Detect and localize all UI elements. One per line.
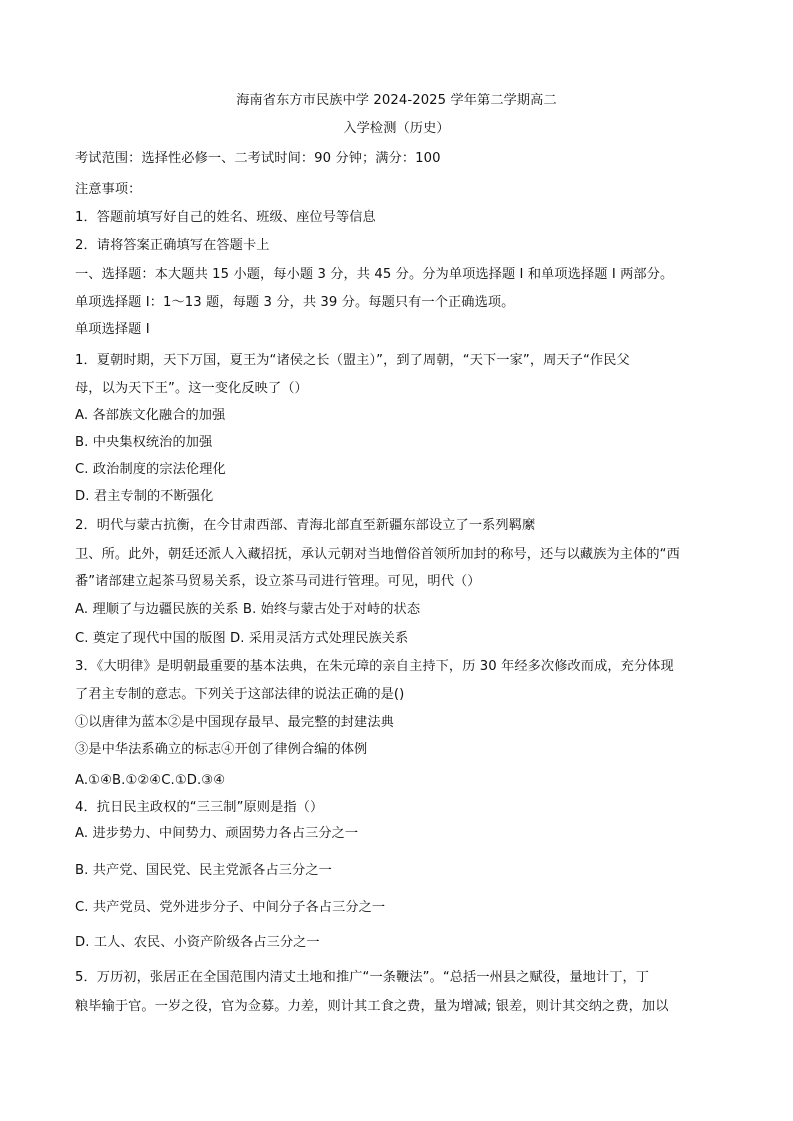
question-1-option-c: C. 政治制度的宗法伦理化 <box>75 462 226 477</box>
question-1-option-b: B. 中央集权统治的加强 <box>75 435 213 450</box>
question-1-option-d: D. 君主专制的不断强化 <box>75 489 214 504</box>
exam-subtitle: 入学检测（历史） <box>343 121 450 136</box>
question-3-statements-line-1: ①以唐律为蓝本②是中国现存最早、最完整的封建法典 <box>75 715 394 730</box>
part-label: 单项选择题 I <box>75 322 150 337</box>
question-2-stem-line-1: 2．明代与蒙古抗衡，在今甘肃西部、青海北部直至新疆东部设立了一系列羁縻 <box>75 518 536 533</box>
section-intro: 一、选择题：本大题共 15 小题，每小题 3 分，共 45 分。分为单项选择题 I 和单项选择题 I 两部分。 <box>75 267 674 282</box>
exam-title: 海南省东方市民族中学 2024-2025 学年第二学期高二 <box>236 93 557 108</box>
question-2-stem-line-3: 番”诸部建立起茶马贸易关系，设立茶马司进行管理。可见，明代（） <box>75 574 481 589</box>
question-1-stem-line-2: 母，以为天下王”。这一变化反映了（） <box>75 381 308 396</box>
notes-heading: 注意事项： <box>75 182 142 197</box>
question-1-stem-line-1: 1．夏朝时期，天下万国，夏王为“诸侯之长（盟主）”，到了周朝，“天下一家”，周天子“作民父 <box>75 353 630 368</box>
question-3-stem-line-1: 3．《大明律》是明朝最重要的基本法典，在朱元璋的亲自主持下，历 30 年经多次修改而成，充分体现 <box>75 659 674 674</box>
question-3-stem-line-2: 了君主专制的意志。下列关于这部法律的说法正确的是() <box>75 687 405 702</box>
question-4-stem: 4．抗日民主政权的“三三制”原则是指（） <box>75 800 324 815</box>
question-5-stem-line-2: 粮毕输于官。一岁之役，官为佥募。力差，则计其工食之费，量为增减; 银差，则计其交纳之费，加以 <box>75 999 669 1014</box>
question-5-stem-line-1: 5．万历初，张居正在全国范围内清丈土地和推广“一条鞭法”。“总括一州县之赋役，量地计丁，丁 <box>75 970 650 985</box>
question-2-options-line-2: C. 奠定了现代中国的版图 D. 采用灵活方式处理民族关系 <box>75 631 409 646</box>
question-4-option-c: C. 共产党员、党外进步分子、中间分子各占三分之一 <box>75 900 386 915</box>
question-2-options-line-1: A. 理顺了与边疆民族的关系 B. 始终与蒙古处于对峙的状态 <box>75 602 421 617</box>
note-item-2: 2．请将答案正确填写在答题卡上 <box>75 238 270 253</box>
section-subintro: 单项选择题 I：1～13 题，每题 3 分，共 39 分。每题只有一个正确选项。 <box>75 295 515 310</box>
exam-info: 考试范围：选择性必修一、二考试时间：90 分钟；满分：100 <box>75 151 441 166</box>
note-item-1: 1．答题前填写好自己的姓名、班级、座位号等信息 <box>75 210 376 225</box>
question-2-stem-line-2: 卫、所。此外，朝廷还派人入藏招抚，承认元朝对当地僧俗首领所加封的称号，还与以藏族为主体的“西 <box>75 547 680 562</box>
question-3-statements-line-2: ③是中华法系确立的标志④开创了律例合编的体例 <box>75 742 368 757</box>
question-4-option-b: B. 共产党、国民党、民主党派各占三分之一 <box>75 863 332 878</box>
question-4-option-d: D. 工人、农民、小资产阶级各占三分之一 <box>75 935 320 950</box>
question-3-options: A.①④B.①②④C.①D.③④ <box>75 773 226 788</box>
question-4-option-a: A. 进步势力、中间势力、顽固势力各占三分之一 <box>75 826 359 841</box>
question-1-option-a: A. 各部族文化融合的加强 <box>75 408 226 423</box>
